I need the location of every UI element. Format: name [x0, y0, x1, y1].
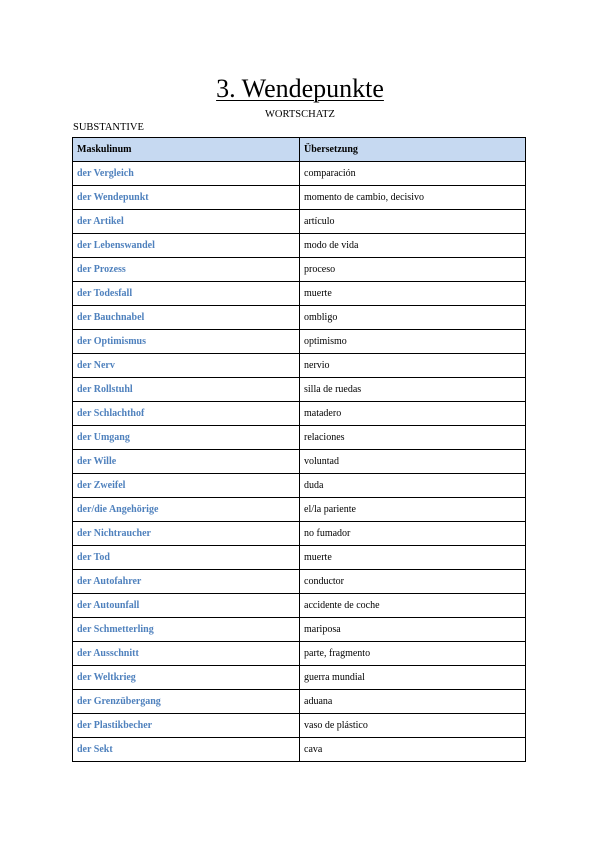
table-row: [73, 330, 526, 354]
german-term: der Weltkrieg: [73, 666, 300, 690]
spanish-translation: ombligo: [300, 306, 526, 330]
table-row: [73, 474, 526, 498]
page-subtitle: WORTSCHATZ: [265, 109, 335, 120]
spanish-translation: muerte: [300, 282, 526, 306]
table-row: [73, 618, 526, 642]
table-row: [73, 666, 526, 690]
german-term: der Schlachthof: [73, 402, 300, 426]
table-row: [73, 498, 526, 522]
table-row: [73, 378, 526, 402]
spanish-translation: optimismo: [300, 330, 526, 354]
spanish-translation: vaso de plástico: [300, 714, 526, 738]
german-term: der Rollstuhl: [73, 378, 300, 402]
spanish-translation: guerra mundial: [300, 666, 526, 690]
table-row: [73, 426, 526, 450]
spanish-translation: modo de vida: [300, 234, 526, 258]
table-row: [73, 546, 526, 570]
german-term: der Nerv: [73, 354, 300, 378]
german-term: der Bauchnabel: [73, 306, 300, 330]
german-term: der Sekt: [73, 738, 300, 762]
german-term: der Nichtraucher: [73, 522, 300, 546]
spanish-translation: cava: [300, 738, 526, 762]
table-row: [73, 522, 526, 546]
spanish-translation: duda: [300, 474, 526, 498]
german-term: der Prozess: [73, 258, 300, 282]
spanish-translation: comparación: [300, 162, 526, 186]
german-term: der Autounfall: [73, 594, 300, 618]
spanish-translation: momento de cambio, decisivo: [300, 186, 526, 210]
german-term: der Zweifel: [73, 474, 300, 498]
spanish-translation: relaciones: [300, 426, 526, 450]
table-row: [73, 162, 526, 186]
table-row: [73, 642, 526, 666]
spanish-translation: parte, fragmento: [300, 642, 526, 666]
table-row: [73, 714, 526, 738]
spanish-translation: mariposa: [300, 618, 526, 642]
table-row: [73, 690, 526, 714]
table-row: [73, 594, 526, 618]
german-term: der Lebenswandel: [73, 234, 300, 258]
table-row: [73, 738, 526, 762]
spanish-translation: nervio: [300, 354, 526, 378]
spanish-translation: voluntad: [300, 450, 526, 474]
german-term: der Plastikbecher: [73, 714, 300, 738]
table-row: [73, 450, 526, 474]
spanish-translation: proceso: [300, 258, 526, 282]
spanish-translation: accidente de coche: [300, 594, 526, 618]
spanish-translation: conductor: [300, 570, 526, 594]
section-label: SUBSTANTIVE: [73, 122, 144, 133]
column-header-translation: Übersetzung: [300, 138, 526, 162]
table-row: [73, 210, 526, 234]
table-row: [73, 354, 526, 378]
german-term: der Artikel: [73, 210, 300, 234]
german-term: der Schmetterling: [73, 618, 300, 642]
table-row: [73, 570, 526, 594]
table-header-row: [73, 138, 526, 162]
german-term: der Grenzübergang: [73, 690, 300, 714]
table-row: [73, 234, 526, 258]
german-term: der Umgang: [73, 426, 300, 450]
vocabulary-table: [72, 137, 526, 762]
column-header-german: Maskulinum: [73, 138, 300, 162]
spanish-translation: aduana: [300, 690, 526, 714]
german-term: der Wille: [73, 450, 300, 474]
table-row: [73, 186, 526, 210]
german-term: der Tod: [73, 546, 300, 570]
vocabulary-table-body: [73, 162, 526, 762]
table-row: [73, 282, 526, 306]
spanish-translation: no fumador: [300, 522, 526, 546]
spanish-translation: silla de ruedas: [300, 378, 526, 402]
german-term: der Autofahrer: [73, 570, 300, 594]
page-title: 3. Wendepunkte: [216, 74, 384, 103]
table-row: [73, 258, 526, 282]
spanish-translation: matadero: [300, 402, 526, 426]
spanish-translation: muerte: [300, 546, 526, 570]
german-term: der Wendepunkt: [73, 186, 300, 210]
table-row: [73, 402, 526, 426]
table-row: [73, 306, 526, 330]
spanish-translation: el/la pariente: [300, 498, 526, 522]
german-term: der Ausschnitt: [73, 642, 300, 666]
german-term: der Optimismus: [73, 330, 300, 354]
german-term: der Todesfall: [73, 282, 300, 306]
german-term: der Vergleich: [73, 162, 300, 186]
spanish-translation: artículo: [300, 210, 526, 234]
german-term: der/die Angehörige: [73, 498, 300, 522]
